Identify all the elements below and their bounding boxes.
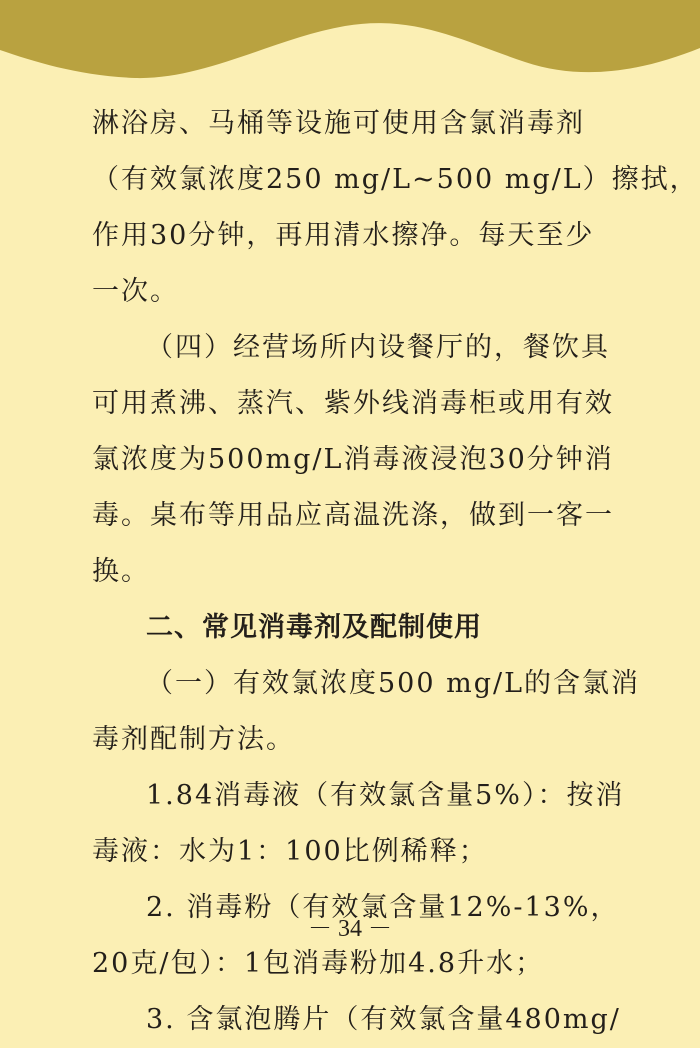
paragraph-line: （有效氯浓度250 mg/L~500 mg/L）擦拭， [92, 164, 699, 195]
page-number: － 34 － [308, 916, 392, 942]
paragraph-line: 毒。桌布等用品应高温洗涤，做到一客一 [92, 500, 614, 531]
paragraph-line: （一）有效氯浓度500 mg/L的含氯消 [146, 668, 641, 699]
paragraph-line: 淋浴房、马桶等设施可使用含氯消毒剂 [92, 108, 585, 139]
paragraph-line: 1.84消毒液（有效氯含量5%）：按消 [146, 780, 625, 811]
paragraph-line: 3. 含氯泡腾片（有效氯含量480mg/ [146, 1004, 621, 1035]
wave-shape [0, 0, 700, 78]
paragraph-line: 作用30分钟，再用清水擦净。每天至少 [92, 220, 595, 251]
paragraph-line: （四）经营场所内设餐厅的，餐饮具 [146, 332, 610, 363]
paragraph-line: 毒剂配制方法。 [92, 724, 295, 755]
paragraph-line: 一次。 [92, 276, 179, 307]
paragraph-line: 毒液：水为1：100比例稀释； [92, 836, 488, 867]
paragraph-line: 氯浓度为500mg/L消毒液浸泡30分钟消 [92, 444, 614, 475]
document-body [92, 96, 699, 1048]
paragraph-line: 20克/包）：1包消毒粉加4.8升水； [92, 948, 545, 979]
section-heading: 二、常见消毒剂及配制使用 [146, 612, 482, 643]
paragraph-line: 换。 [92, 556, 150, 587]
paragraph-line: 2. 消毒粉（有效氯含量12%-13%， [146, 892, 620, 923]
paragraph-line: 可用煮沸、蒸汽、紫外线消毒柜或用有效 [92, 388, 614, 419]
